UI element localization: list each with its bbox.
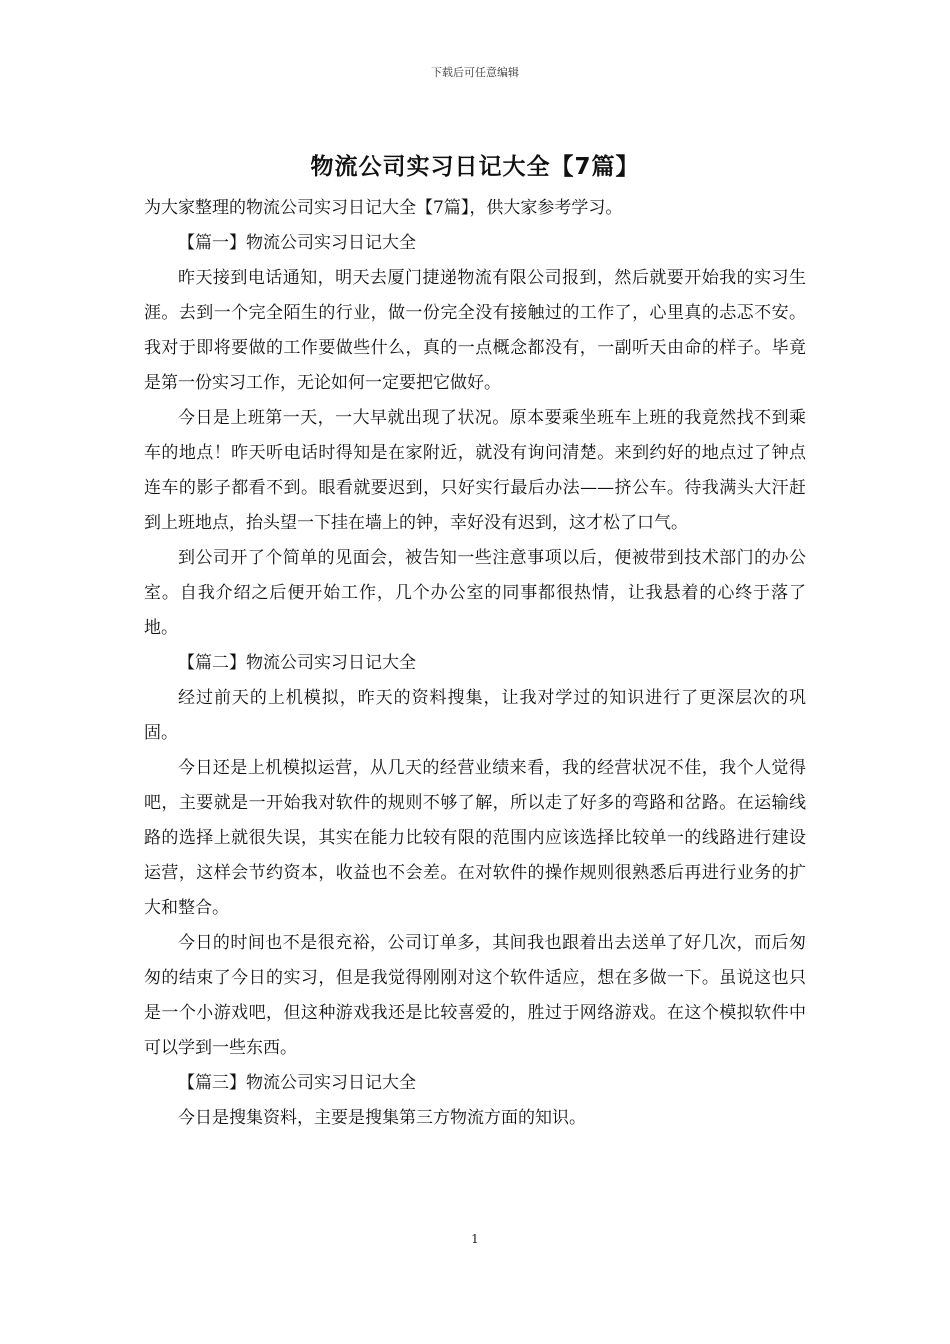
- paragraph: 到公司开了个简单的见面会，被告知一些注意事项以后，便被带到技术部门的办公室。自我介绍之后便开始工作，几个办公室的同事都很热情，让我悬着的心终于落了地。: [144, 548, 806, 638]
- page-header-note: 下载后可任意编辑: [431, 66, 519, 79]
- section-heading-2: 【篇二】物流公司实习日记大全: [178, 653, 416, 673]
- paragraph: 今日是搜集资料，主要是搜集第三方物流方面的知识。: [178, 1108, 586, 1128]
- page-number: 1: [471, 1232, 479, 1246]
- paragraph: 今日的时间也不是很充裕，公司订单多，其间我也跟着出去送单了好几次，而后匆匆的结束了今日的实习，但是我觉得刚刚对这个软件适应，想在多做一下。虽说这也只是一个小游戏吧，但这种游戏我还是比较喜爱的，胜过于网络游戏。在这个模拟软件中可以学到一些东西。: [144, 933, 806, 1058]
- document-title: 物流公司实习日记大全【7篇】: [310, 154, 640, 180]
- intro-paragraph: 为大家整理的物流公司实习日记大全【7篇】，供大家参考学习。: [144, 198, 623, 218]
- paragraph: 昨天接到电话通知，明天去厦门捷递物流有限公司报到，然后就要开始我的实习生涯。去到一个完全陌生的行业，做一份完全没有接触过的工作了，心里真的忐忑不安。我对于即将要做的工作要做些什么，真的一点概念都没有，一副听天由命的样子。毕竟是第一份实习工作，无论如何一定要把它做好。: [144, 268, 806, 393]
- paragraph: 经过前天的上机模拟，昨天的资料搜集，让我对学过的知识进行了更深层次的巩固。: [144, 688, 806, 743]
- section-heading-3: 【篇三】物流公司实习日记大全: [178, 1073, 416, 1093]
- paragraph: 今日还是上机模拟运营，从几天的经营业绩来看，我的经营状况不佳，我个人觉得吧，主要就是一开始我对软件的规则不够了解，所以走了好多的弯路和岔路。在运输线路的选择上就很失误，其实在能力比较有限的范围内应该选择比较单一的线路进行建设运营，这样会节约资本，收益也不会差。在对软件的操作规则很熟悉后再进行业务的扩大和整合。: [144, 758, 806, 918]
- document-body: [144, 148, 806, 1136]
- section-heading-1: 【篇一】物流公司实习日记大全: [178, 233, 416, 253]
- paragraph: 今日是上班第一天，一大早就出现了状况。原本要乘坐班车上班的我竟然找不到乘车的地点！昨天听电话时得知是在家附近，就没有询问清楚。来到约好的地点过了钟点连车的影子都看不到。眼看就要迟到，只好实行最后办法——挤公车。待我满头大汗赶到上班地点，抬头望一下挂在墙上的钟，幸好没有迟到，这才松了口气。: [144, 408, 806, 533]
